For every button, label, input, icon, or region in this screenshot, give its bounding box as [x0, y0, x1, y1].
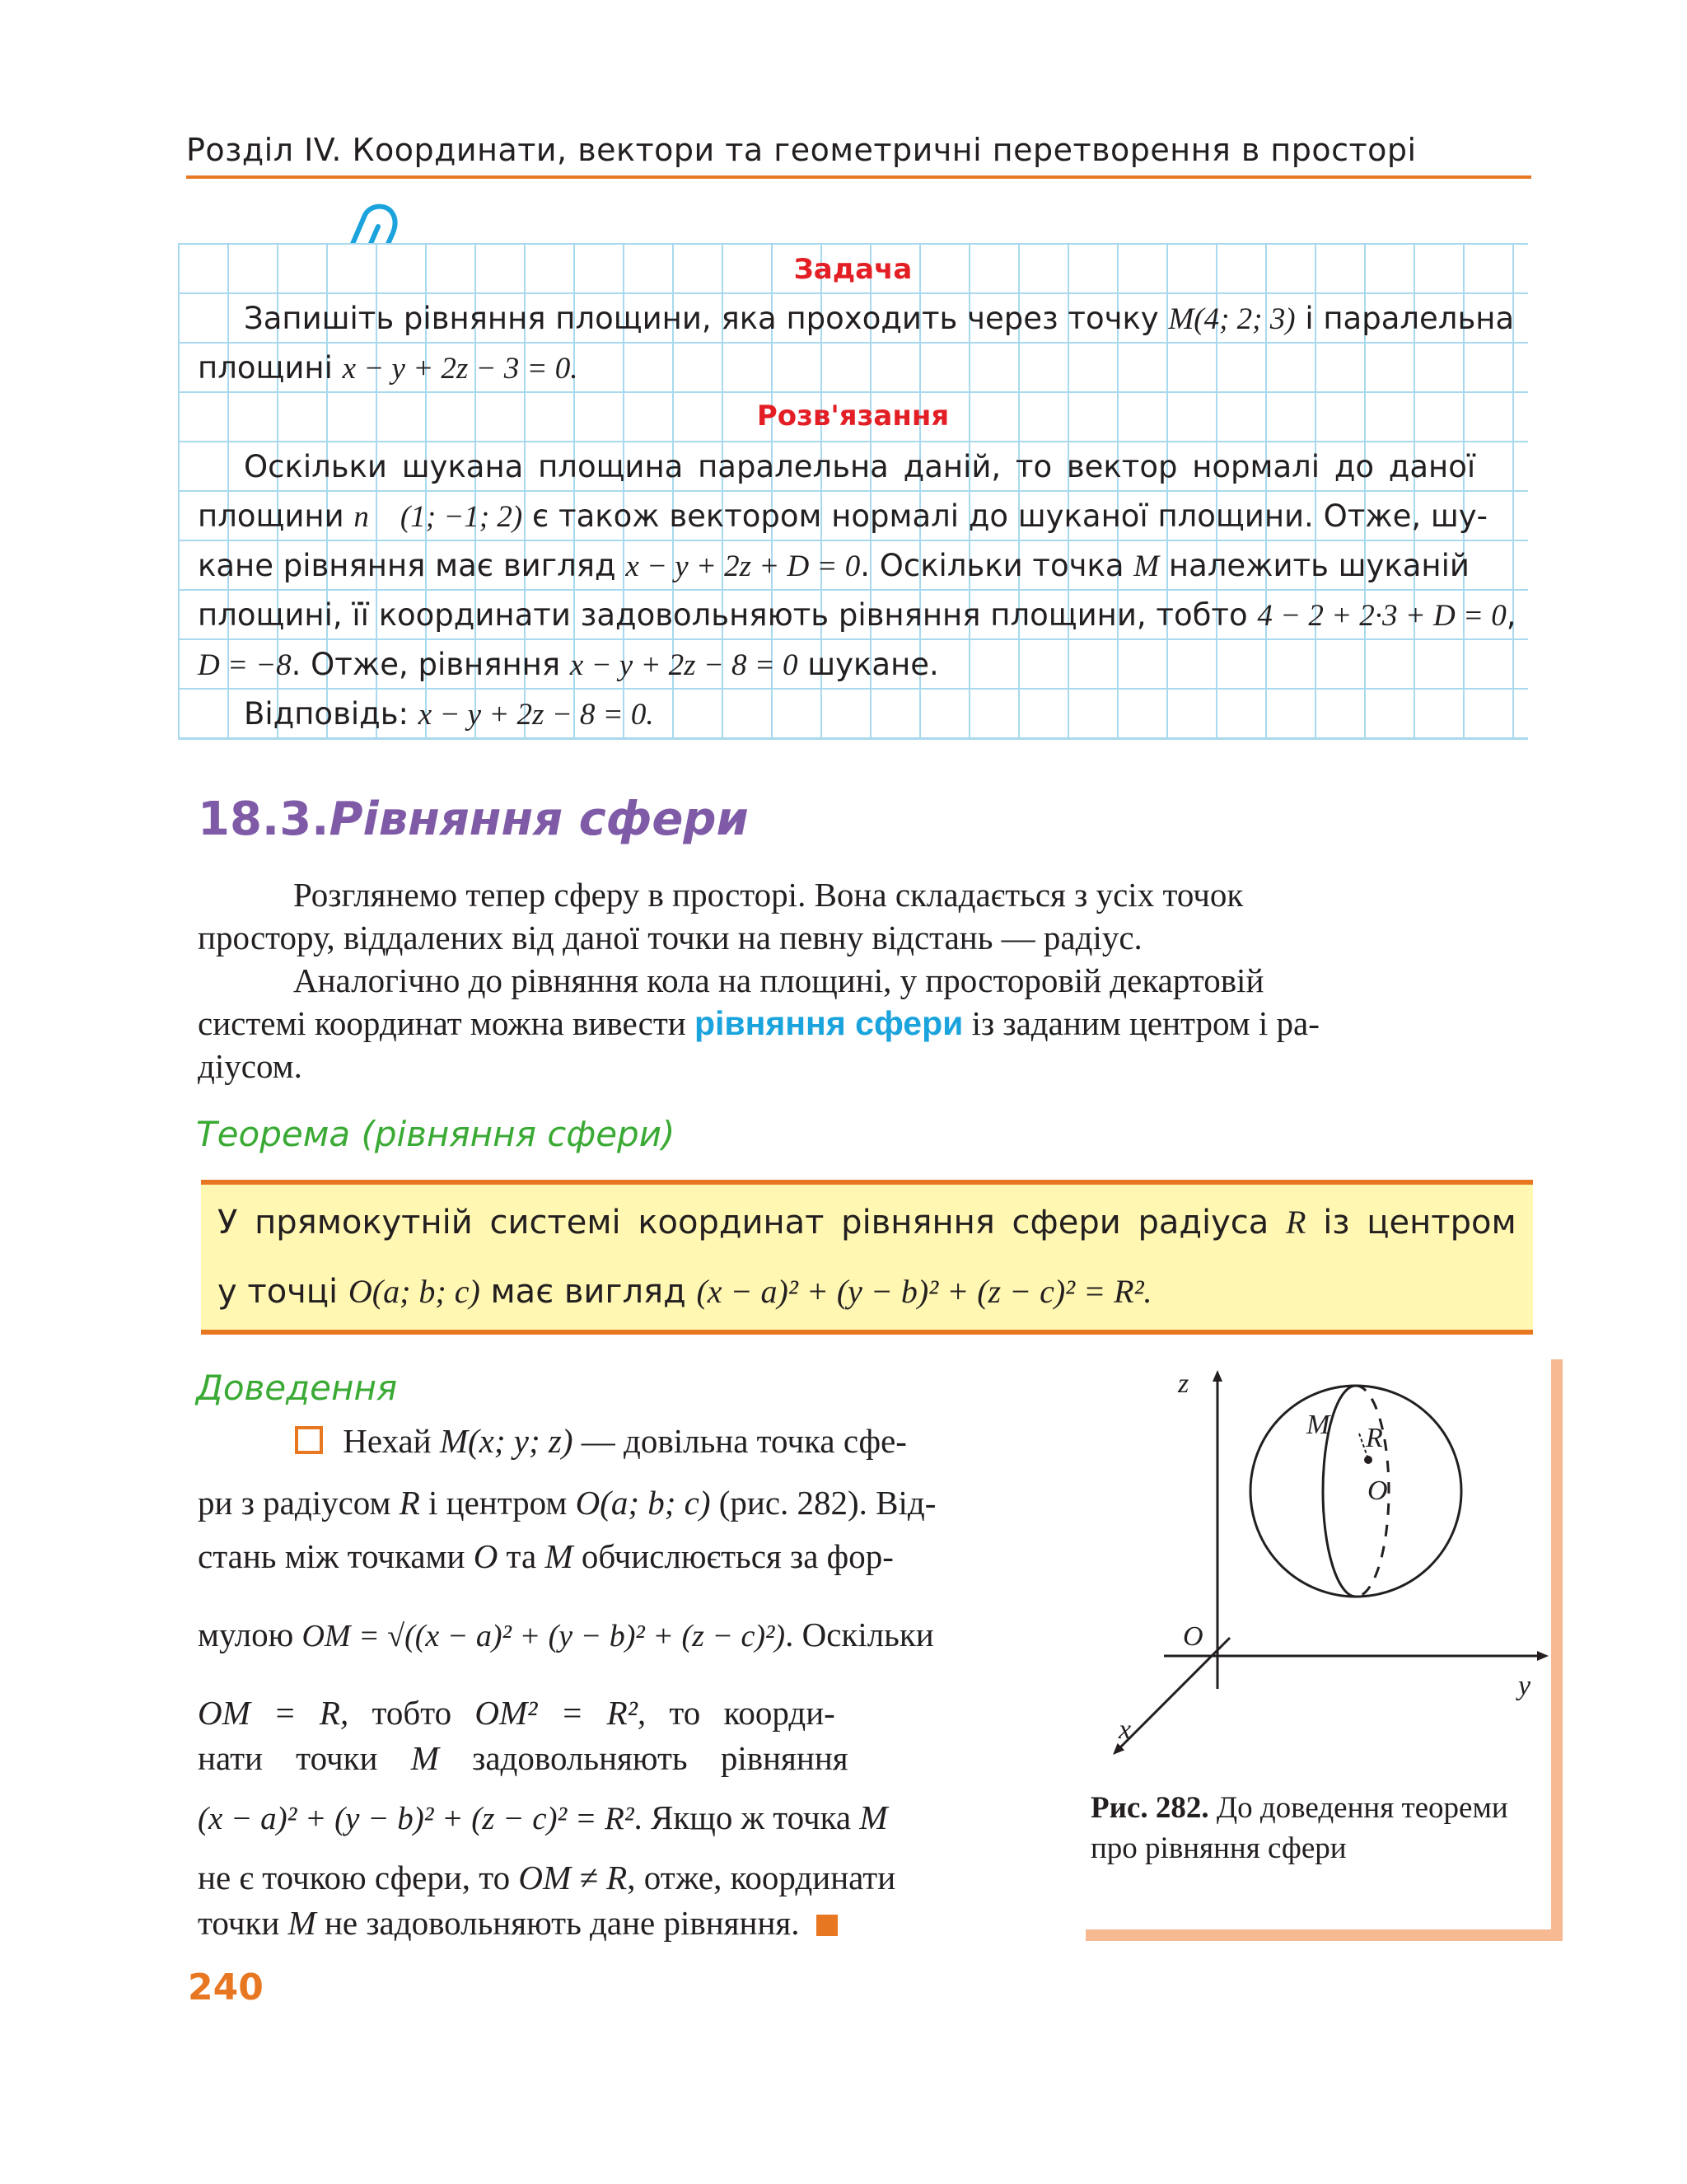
- sphere-figure: [1086, 1359, 1551, 1771]
- proof-line-8: не є точкою сфери, то OM ≠ R, отже, координати: [198, 1859, 896, 1896]
- proof-line-1: Нехай M(x; y; z) — довільна точка сфе-: [295, 1421, 1129, 1461]
- theorem-line-2: у точці O(a; b; c) має вигляд (x − a)² + (y − b)² + (z − c)² = R².: [217, 1273, 1152, 1311]
- proof-line-9: точки M не задовольняють дане рівняння.: [198, 1903, 1031, 1943]
- page-number: 240: [188, 1967, 264, 2009]
- theorem-box: [201, 1180, 1533, 1335]
- proof-line-2: ри з радіусом R і центром O(a; b; c) (рис. 282). Від-: [198, 1484, 937, 1522]
- proof-heading: Доведення: [196, 1368, 398, 1408]
- figure-panel-edge-bottom: [1086, 1929, 1563, 1941]
- figure-panel-edge-right: [1551, 1359, 1563, 1941]
- sphere-center: O(a; b; c): [348, 1273, 480, 1310]
- theorem-line-1: У прямокутній системі координат рівняння сфери радіуса R із центром: [217, 1204, 1516, 1242]
- proof-start-square-icon: [295, 1426, 323, 1454]
- solution-line-5: D = −8. Отже, рівняння x − y + 2z − 8 = 0 шукане.: [198, 647, 939, 682]
- substitution-equation: 4 − 2 + 2·3 + D = 0: [1257, 599, 1507, 633]
- given-plane-equation: x − y + 2z − 3 = 0.: [342, 352, 578, 386]
- normal-vector: n⃗ (1; −1; 2): [353, 500, 523, 534]
- proof-line-7: (x − a)² + (y − b)² + (z − c)² = R². Якщо ж точка M: [198, 1798, 888, 1836]
- axis-z-label: z: [1178, 1368, 1189, 1399]
- origin-label: O: [1183, 1621, 1203, 1652]
- answer-equation: x − y + 2z − 8 = 0.: [418, 698, 654, 732]
- answer-line: Відповідь: x − y + 2z − 8 = 0.: [244, 696, 654, 732]
- term-sphere-equation: рівняння сфери: [694, 1004, 964, 1042]
- header-rule: [186, 175, 1531, 179]
- axis-x-label: x: [1119, 1714, 1132, 1745]
- section-name: Рівняння сфери: [329, 793, 749, 846]
- result-plane-equation: x − y + 2z − 8 = 0: [569, 648, 798, 682]
- distance-formula: OM = √((x − a)² + (y − b)² + (z − c)²): [301, 1619, 786, 1653]
- sphere-equation: (x − a)² + (y − b)² + (z − c)² = R².: [696, 1273, 1152, 1310]
- center-label: O: [1367, 1475, 1388, 1506]
- paragraph-2-line-2: системі координат можна вивести рівняння сфери із заданим центром і ра-: [198, 1004, 1320, 1042]
- proof-line-6: нати точки M задовольняють рівняння: [198, 1739, 848, 1777]
- proof-line-3: стань між точками O та M обчислюється за фор-: [198, 1537, 894, 1575]
- figure-panel: [1086, 1359, 1563, 1944]
- task-box: [178, 243, 1528, 740]
- section-number: 18.3.: [198, 793, 329, 846]
- point-m-coords: M(4; 2; 3): [1168, 302, 1296, 336]
- axis-y-label: y: [1518, 1671, 1531, 1701]
- task-line-2: площині x − y + 2z − 3 = 0.: [198, 350, 578, 386]
- sphere-outline: [1250, 1386, 1461, 1597]
- proof-line-5: OM = R, тобто OM² = R², то коорди-: [198, 1694, 835, 1732]
- proof-line-4: мулою OM = √((x − a)² + (y − b)² + (z − c)²). Оскільки: [198, 1616, 934, 1653]
- paragraph-1-line-2: простору, віддалених від даної точки на певну відстань — радіус.: [198, 919, 1143, 956]
- task-line-1: Запишіть рівняння площини, яка проходить через точку M(4; 2; 3) і паралельна: [244, 301, 1515, 336]
- running-header: Розділ IV. Координати, вектори та геометричні перетворення в просторі: [186, 132, 1417, 168]
- task-heading: Задача: [793, 253, 913, 286]
- figure-caption: Рис. 282. До доведення теореми про рівняння сфери: [1091, 1791, 1508, 1865]
- solution-line-1: Оскільки шукана площина паралельна даній, то вектор нормалі до даної: [244, 449, 1476, 484]
- general-plane-equation: x − y + 2z + D = 0: [625, 550, 861, 583]
- center-point: [1364, 1456, 1372, 1464]
- proof-end-square-icon: [816, 1915, 838, 1936]
- paragraph-2-line-3: діусом.: [198, 1047, 302, 1085]
- paragraph-1-line-1: Розглянемо тепер сферу в просторі. Вона складається з усіх точок: [293, 876, 1244, 914]
- radius-label: R: [1366, 1423, 1383, 1453]
- sphere-equation-proof: (x − a)² + (y − b)² + (z − c)² = R²: [198, 1801, 634, 1836]
- paragraph-2-line-1: Аналогічно до рівняння кола на площині, у просторовій декартовій: [293, 961, 1264, 999]
- theorem-heading: Теорема (рівняння сфери): [196, 1114, 675, 1154]
- solution-heading: Розв'язання: [756, 400, 950, 433]
- solution-line-2: площини n⃗ (1; −1; 2) є також вектором нормалі до шуканої площини. Отже, шу-: [198, 498, 1488, 534]
- solution-line-3: кане рівняння має вигляд x − y + 2z + D = 0. Оскільки точка M належить шуканій: [198, 548, 1470, 583]
- point-m-label: M: [1306, 1410, 1330, 1440]
- solution-line-4: площині, її координати задовольняють рівняння площини, тобто 4 − 2 + 2·3 + D = 0,: [198, 597, 1516, 633]
- section-title: [198, 793, 749, 846]
